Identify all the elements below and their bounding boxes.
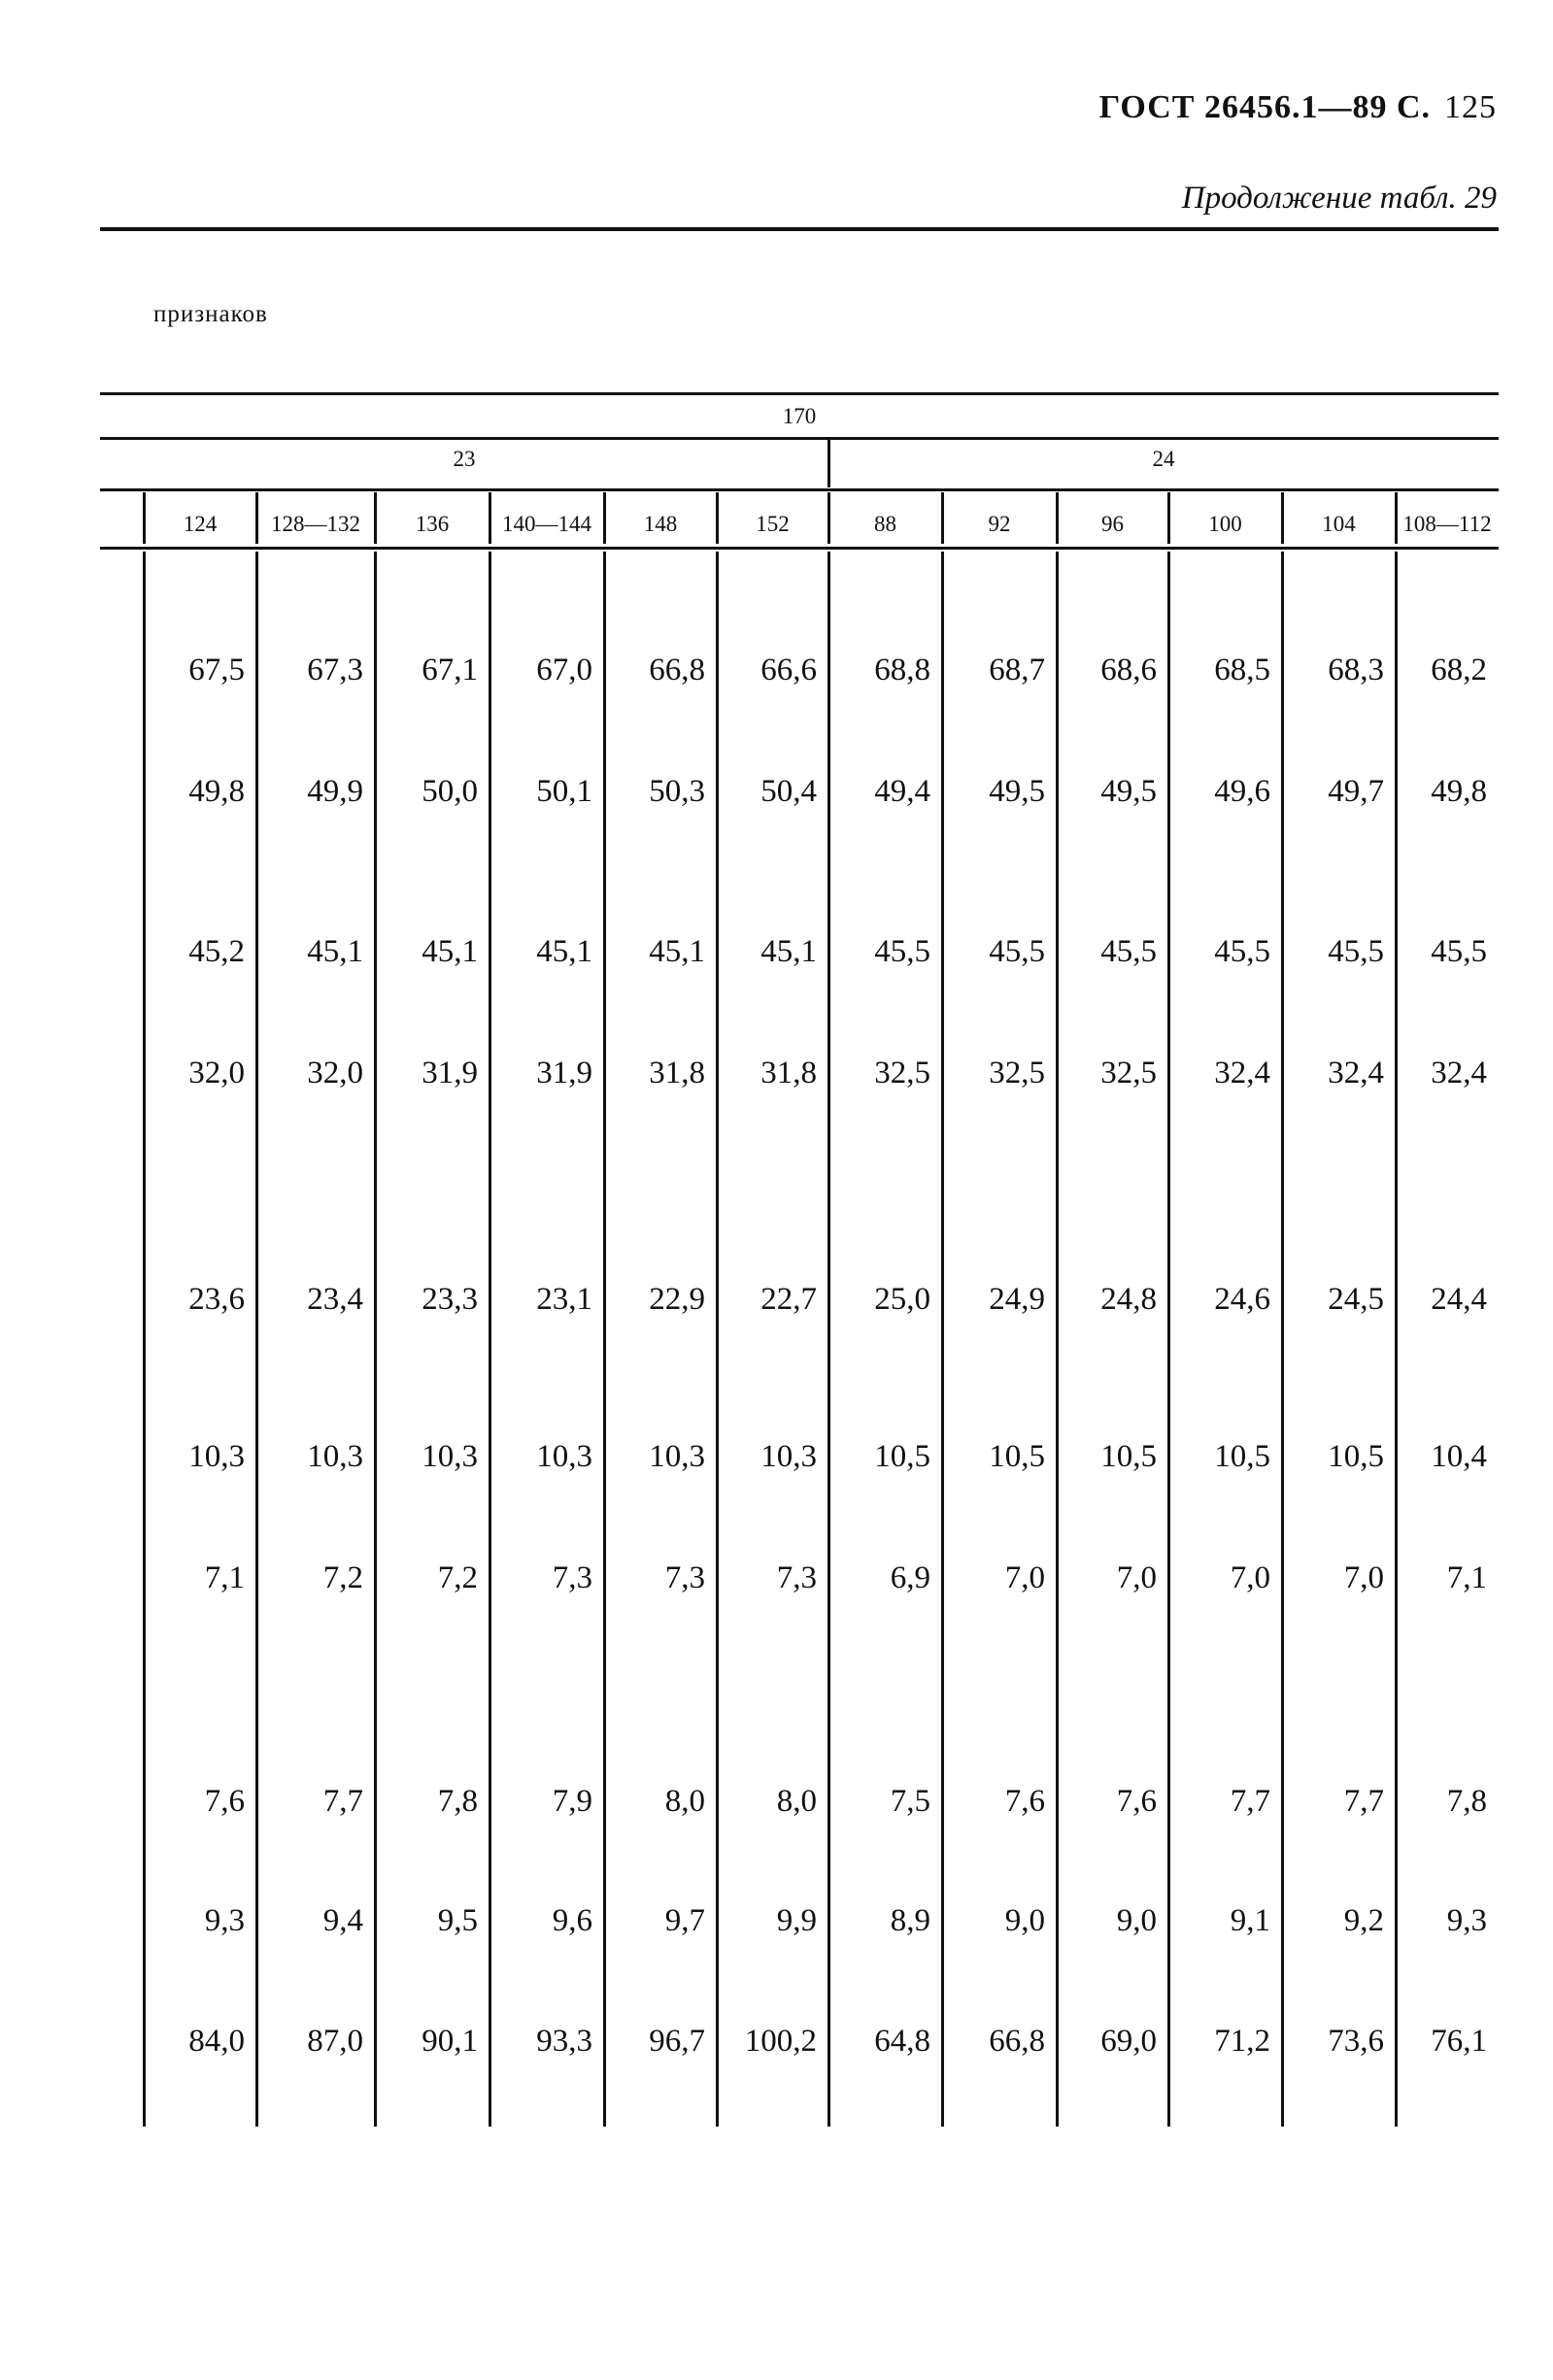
table-cell: 71,2 xyxy=(1214,2024,1270,2059)
table-cell: 68,7 xyxy=(989,653,1045,687)
table-cell: 32,5 xyxy=(874,1056,930,1090)
table-cell: 7,1 xyxy=(204,1560,245,1595)
table-cell: 9,0 xyxy=(1116,1903,1157,1938)
table-cell: 49,4 xyxy=(874,774,930,809)
table-cell: 49,5 xyxy=(1100,774,1157,809)
table-cell: 8,0 xyxy=(776,1784,817,1819)
table-cell: 68,6 xyxy=(1100,653,1157,687)
table-cell: 32,5 xyxy=(989,1056,1045,1090)
table-cell: 66,8 xyxy=(989,2024,1045,2059)
table-cell: 7,8 xyxy=(437,1784,478,1819)
table-cell: 7,7 xyxy=(1343,1784,1384,1819)
table-cell: 9,0 xyxy=(1004,1903,1045,1938)
table-cell: 7,5 xyxy=(890,1784,930,1819)
column-header: 104 xyxy=(1322,512,1356,536)
table-cell: 45,2 xyxy=(188,934,245,969)
table-cell: 32,4 xyxy=(1214,1056,1270,1090)
table-cell: 64,8 xyxy=(874,2024,930,2059)
table-cell: 7,0 xyxy=(1230,1560,1270,1595)
table-continuation-label: Продолжение табл. 29 xyxy=(1181,181,1497,216)
table-cell: 7,7 xyxy=(322,1784,363,1819)
table-cell: 96,7 xyxy=(649,2024,705,2059)
column-header: 92 xyxy=(988,512,1011,536)
table-cell: 24,5 xyxy=(1328,1282,1384,1317)
table-cell: 22,9 xyxy=(649,1282,705,1317)
column-header: 128—132 xyxy=(271,512,360,536)
table-cell: 67,0 xyxy=(536,653,592,687)
table-cell: 7,9 xyxy=(552,1784,592,1819)
page-header xyxy=(1099,89,1497,126)
column-header: 100 xyxy=(1208,512,1242,536)
table-cell: 66,6 xyxy=(760,653,817,687)
table-cell: 24,9 xyxy=(989,1282,1045,1317)
table-cell: 10,3 xyxy=(536,1439,592,1474)
table-cell: 68,5 xyxy=(1214,653,1270,687)
table-cell: 68,8 xyxy=(874,653,930,687)
table-cell: 24,6 xyxy=(1214,1282,1270,1317)
table-cell: 76,1 xyxy=(1431,2024,1487,2059)
table-cell: 7,7 xyxy=(1230,1784,1270,1819)
table-cell: 49,8 xyxy=(1431,774,1487,809)
subgroup-divider xyxy=(827,439,830,487)
table-cell: 32,4 xyxy=(1328,1056,1384,1090)
table-cell: 45,5 xyxy=(1431,934,1487,969)
table-rule xyxy=(100,488,1499,491)
table-cell: 31,9 xyxy=(422,1056,478,1090)
table-cell: 10,5 xyxy=(1214,1439,1270,1474)
table-cell: 6,9 xyxy=(890,1560,930,1595)
table-cell: 7,1 xyxy=(1446,1560,1487,1595)
column-header: 108—112 xyxy=(1402,512,1492,536)
table-cell: 45,1 xyxy=(760,934,817,969)
table-cell: 50,3 xyxy=(649,774,705,809)
table-cell: 32,0 xyxy=(188,1056,245,1090)
table-cell: 7,2 xyxy=(322,1560,363,1595)
table-cell: 23,3 xyxy=(422,1282,478,1317)
table-cell: 10,5 xyxy=(1100,1439,1157,1474)
table-cell: 9,3 xyxy=(1446,1903,1487,1938)
table-cell: 67,5 xyxy=(188,653,245,687)
table-cell: 7,0 xyxy=(1116,1560,1157,1595)
table-cell: 68,3 xyxy=(1328,653,1384,687)
table-cell: 49,8 xyxy=(188,774,245,809)
table-rule xyxy=(100,392,1499,395)
table-cell: 25,0 xyxy=(874,1282,930,1317)
table-cell: 10,3 xyxy=(649,1439,705,1474)
column-header: 124 xyxy=(183,512,218,536)
table-cell: 66,8 xyxy=(649,653,705,687)
table-cell: 9,7 xyxy=(664,1903,705,1938)
table-cell: 8,9 xyxy=(890,1903,930,1938)
table-cell: 67,1 xyxy=(422,653,478,687)
table-cell: 50,1 xyxy=(536,774,592,809)
table-cell: 7,8 xyxy=(1446,1784,1487,1819)
table-cell: 10,5 xyxy=(1328,1439,1384,1474)
table-cell: 9,5 xyxy=(437,1903,478,1938)
table-cell: 49,6 xyxy=(1214,774,1270,809)
table-cell: 7,0 xyxy=(1343,1560,1384,1595)
table-cell: 9,4 xyxy=(322,1903,363,1938)
table-cell: 49,5 xyxy=(989,774,1045,809)
table-cell: 9,1 xyxy=(1230,1903,1270,1938)
table-cell: 100,2 xyxy=(744,2024,817,2059)
column-header: 96 xyxy=(1101,512,1124,536)
table-cell: 10,3 xyxy=(760,1439,817,1474)
header-rule xyxy=(100,227,1499,231)
table-cell: 7,3 xyxy=(664,1560,705,1595)
table-cell: 67,3 xyxy=(307,653,363,687)
table-cell: 10,5 xyxy=(874,1439,930,1474)
table-cell: 10,3 xyxy=(422,1439,478,1474)
table-cell: 31,8 xyxy=(649,1056,705,1090)
table-cell: 9,9 xyxy=(776,1903,817,1938)
subgroup-header: 23 xyxy=(453,447,476,471)
table-cell: 10,3 xyxy=(307,1439,363,1474)
table-cell: 23,4 xyxy=(307,1282,363,1317)
table-cell: 7,2 xyxy=(437,1560,478,1595)
document-id: ГОСТ 26456.1—89 С. xyxy=(1098,89,1431,125)
table-cell: 50,4 xyxy=(760,774,817,809)
table-cell: 7,6 xyxy=(204,1784,245,1819)
table-cell: 84,0 xyxy=(188,2024,245,2059)
table-cell: 7,3 xyxy=(552,1560,592,1595)
table-cell: 45,1 xyxy=(307,934,363,969)
table-cell: 24,4 xyxy=(1431,1282,1487,1317)
table-cell: 87,0 xyxy=(307,2024,363,2059)
page-number: 125 xyxy=(1444,89,1497,125)
table-cell: 7,6 xyxy=(1116,1784,1157,1819)
table-cell: 93,3 xyxy=(536,2024,592,2059)
table-cell: 10,5 xyxy=(989,1439,1045,1474)
table-rule xyxy=(100,547,1499,550)
table-cell: 7,0 xyxy=(1004,1560,1045,1595)
subgroup-header: 24 xyxy=(1152,447,1175,471)
table-cell: 32,5 xyxy=(1100,1056,1157,1090)
column-header: 148 xyxy=(643,512,678,536)
table-cell: 68,2 xyxy=(1431,653,1487,687)
table-cell: 45,5 xyxy=(1214,934,1270,969)
table-cell: 45,5 xyxy=(874,934,930,969)
table-cell: 49,7 xyxy=(1328,774,1384,809)
group-header: 170 xyxy=(782,404,817,428)
table-cell: 31,8 xyxy=(760,1056,817,1090)
table-cell: 7,3 xyxy=(776,1560,817,1595)
table-cell: 50,0 xyxy=(422,774,478,809)
table-cell: 9,3 xyxy=(204,1903,245,1938)
table-cell: 45,5 xyxy=(1328,934,1384,969)
table-cell: 23,6 xyxy=(188,1282,245,1317)
table-cell: 49,9 xyxy=(307,774,363,809)
table-cell: 45,1 xyxy=(536,934,592,969)
table-cell: 73,6 xyxy=(1328,2024,1384,2059)
table-cell: 45,5 xyxy=(1100,934,1157,969)
table-cell: 24,8 xyxy=(1100,1282,1157,1317)
table-cell: 23,1 xyxy=(536,1282,592,1317)
features-label: признаков xyxy=(153,301,268,327)
table-cell: 69,0 xyxy=(1100,2024,1157,2059)
table-cell: 31,9 xyxy=(536,1056,592,1090)
table-cell: 7,6 xyxy=(1004,1784,1045,1819)
table-cell: 9,2 xyxy=(1343,1903,1384,1938)
table-cell: 10,3 xyxy=(188,1439,245,1474)
table-cell: 90,1 xyxy=(422,2024,478,2059)
table-rule xyxy=(100,437,1499,440)
table-cell: 9,6 xyxy=(552,1903,592,1938)
table-cell: 45,1 xyxy=(649,934,705,969)
table-cell: 10,4 xyxy=(1431,1439,1487,1474)
table-cell: 32,4 xyxy=(1431,1056,1487,1090)
table-cell: 45,5 xyxy=(989,934,1045,969)
table-cell: 45,1 xyxy=(422,934,478,969)
column-header: 152 xyxy=(756,512,790,536)
column-header: 140—144 xyxy=(502,512,591,536)
column-header: 88 xyxy=(874,512,896,536)
table-cell: 22,7 xyxy=(760,1282,817,1317)
column-header: 136 xyxy=(415,512,450,536)
table-cell: 8,0 xyxy=(664,1784,705,1819)
table-cell: 32,0 xyxy=(307,1056,363,1090)
